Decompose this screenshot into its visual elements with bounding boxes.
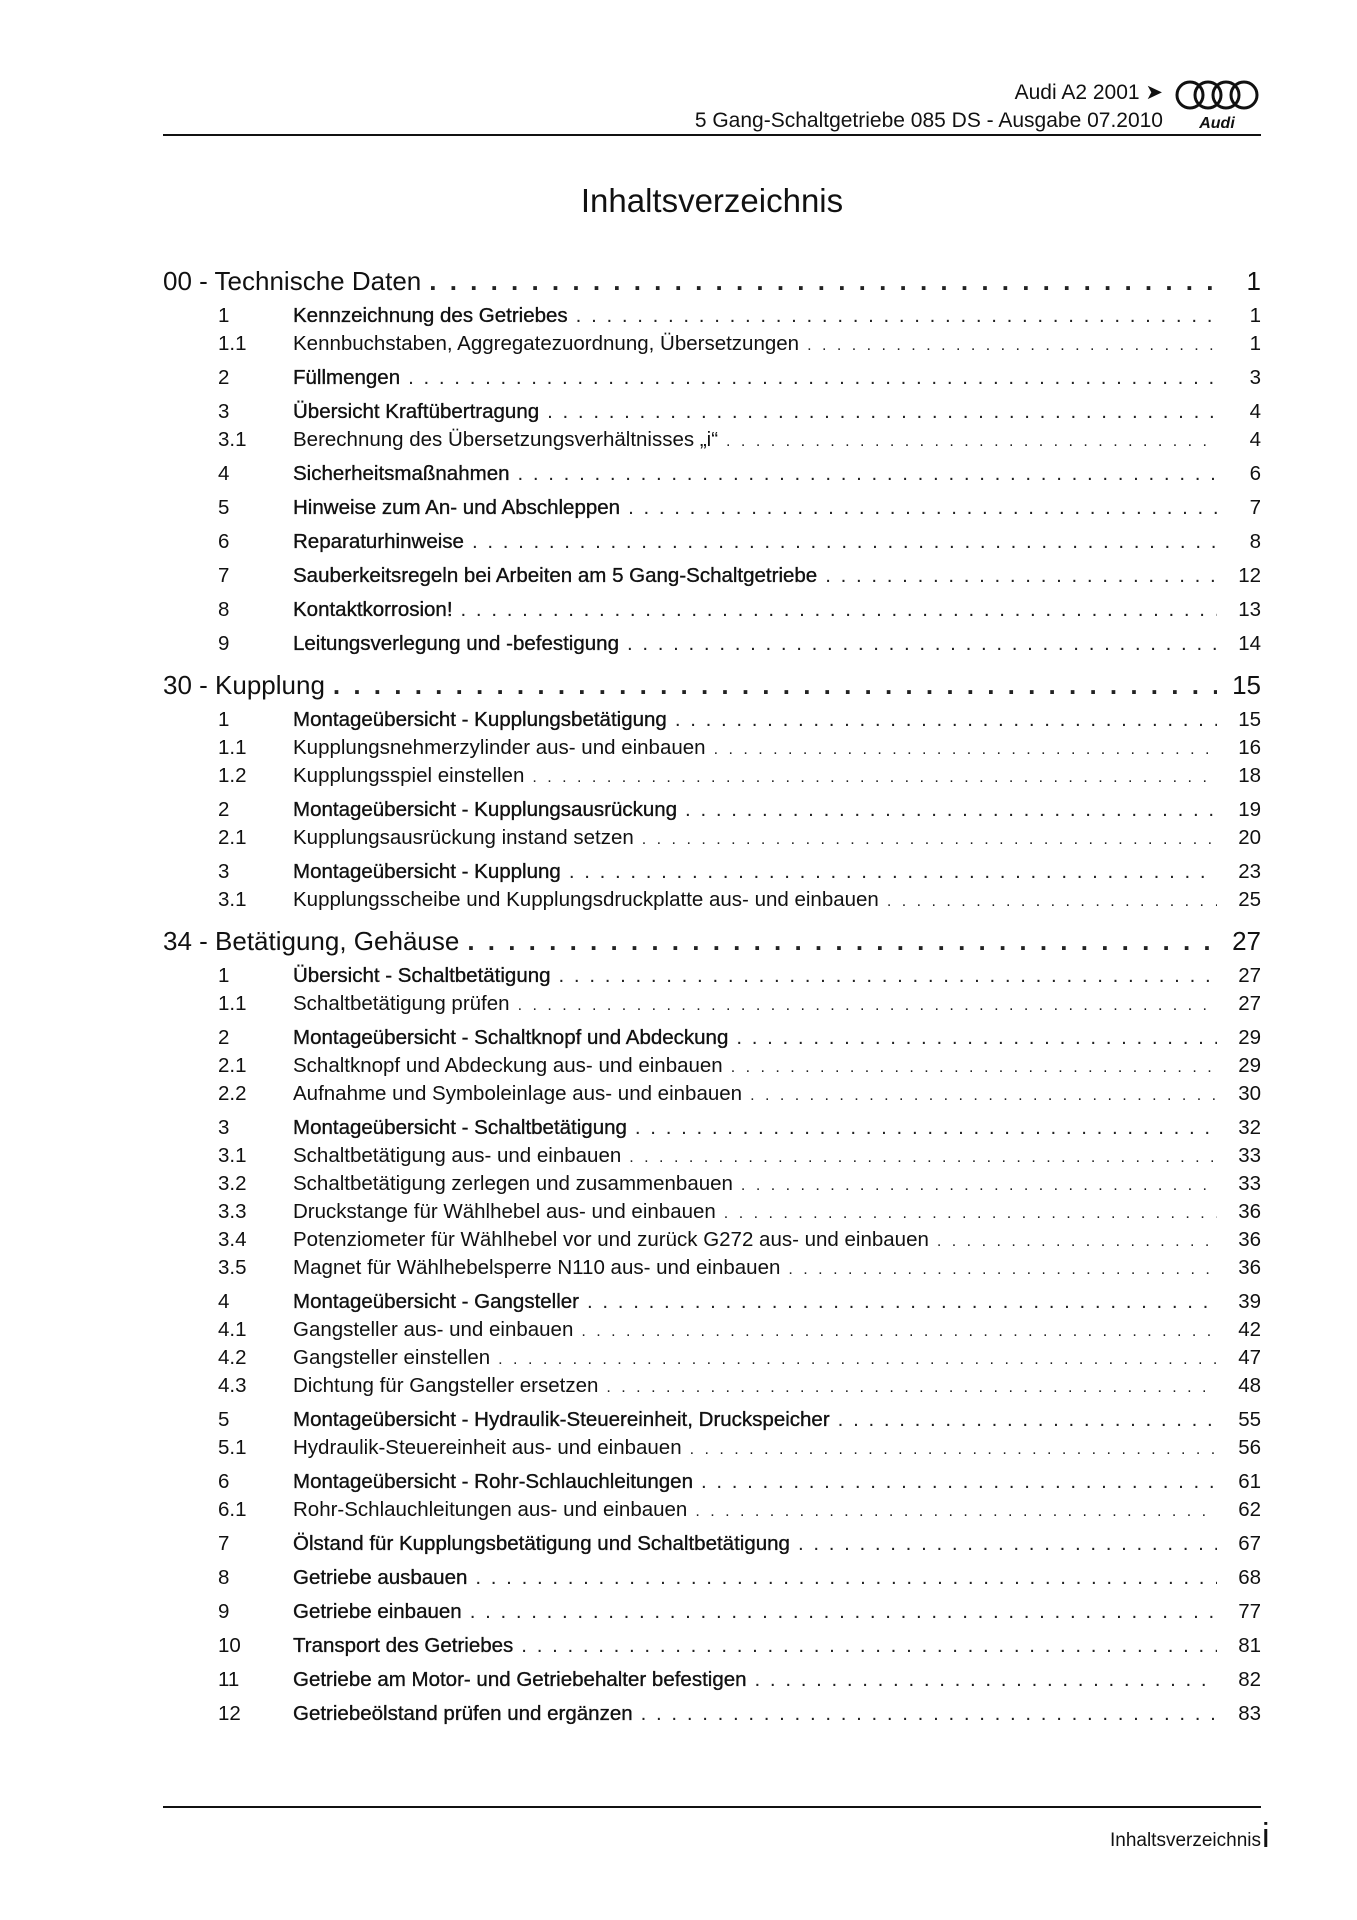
toc-entry[interactable]	[163, 1318, 1261, 1346]
toc-page-number: 30	[1238, 1082, 1261, 1105]
toc-page-number: 83	[1238, 1702, 1261, 1725]
toc-page-number: 1	[1246, 266, 1261, 296]
toc-dot-leader	[695, 1503, 1217, 1521]
toc-entry[interactable]	[163, 1228, 1261, 1256]
toc-page-number: 82	[1238, 1668, 1261, 1691]
toc-entry-label: Schaltbetätigung prüfen	[293, 992, 510, 1015]
toc-entry-number: 3.5	[218, 1256, 247, 1279]
toc-dot-leader	[825, 564, 1217, 588]
toc-entry-label: Sicherheitsmaßnahmen	[293, 462, 510, 485]
toc-entry-label: Druckstange für Wählhebel aus- und einbauen	[293, 1200, 716, 1223]
toc-entry[interactable]	[163, 1668, 1261, 1696]
toc-entry-label: 30 - Kupplung	[163, 670, 325, 700]
toc-entry[interactable]	[163, 964, 1261, 992]
toc-entry-label: Übersicht - Schaltbetätigung	[293, 964, 551, 987]
toc-entry-label: Montageübersicht - Schaltbetätigung	[293, 1116, 627, 1139]
toc-entry-label: Kennbuchstaben, Aggregatezuordnung, Übersetzungen	[293, 332, 800, 355]
toc-entry[interactable]	[163, 564, 1261, 592]
toc-entry-label: Sauberkeitsregeln bei Arbeiten am 5 Gang-Schaltgetriebe	[293, 564, 818, 587]
toc-entry-label: Füllmengen	[293, 366, 401, 389]
footer-label: Inhaltsverzeichnis	[1109, 1830, 1261, 1851]
toc-entry-number: 6	[218, 1470, 230, 1493]
toc-entry-number: 10	[218, 1634, 241, 1657]
toc-page-number: 8	[1249, 530, 1261, 553]
toc-dot-leader	[470, 1600, 1217, 1624]
toc-dot-leader	[726, 433, 1217, 451]
toc-page-number: 61	[1238, 1470, 1261, 1493]
toc-page-number: 3	[1249, 366, 1261, 389]
toc-dot-leader	[701, 1470, 1217, 1494]
toc-page-number: 56	[1238, 1436, 1261, 1459]
toc-entry[interactable]	[163, 598, 1261, 626]
toc-page-number: 14	[1238, 632, 1261, 655]
toc-dot-leader	[724, 1205, 1217, 1223]
toc-dot-leader	[475, 1566, 1217, 1590]
toc-dot-leader	[838, 1408, 1217, 1432]
toc-entry-number: 4.2	[218, 1346, 247, 1369]
toc-entry-number: 3.3	[218, 1200, 247, 1223]
toc-entry-label: Kupplungsnehmerzylinder aus- und einbauen	[293, 736, 706, 759]
toc-entry-label: Montageübersicht - Hydraulik-Steuereinheit, Druckspeicher	[293, 1408, 830, 1431]
toc-dot-leader	[788, 1261, 1217, 1279]
toc-entry-label: Gangsteller aus- und einbauen	[293, 1318, 574, 1341]
toc-entry-number: 12	[218, 1702, 241, 1725]
toc-entry-number: 3	[218, 860, 230, 883]
toc-entry-number: 3.1	[218, 888, 247, 911]
toc-page-number: 4	[1249, 428, 1261, 451]
toc-entry[interactable]	[163, 1200, 1261, 1228]
toc-dot-leader	[581, 1323, 1217, 1341]
toc-entry[interactable]	[163, 428, 1261, 456]
toc-entry-number: 2	[218, 366, 230, 389]
toc-entry-number: 2	[218, 798, 230, 821]
toc-entry-label: Kupplungsspiel einstellen	[293, 764, 525, 787]
toc-entry-label: Kontaktkorrosion!	[293, 598, 453, 621]
toc-entry-label: Dichtung für Gangsteller ersetzen	[293, 1374, 599, 1397]
toc-dot-leader	[635, 1116, 1217, 1140]
toc-entry-number: 3.2	[218, 1172, 247, 1195]
toc-entry-number: 7	[218, 1532, 230, 1555]
header-rule	[163, 134, 1261, 136]
toc-entry-number: 6.1	[218, 1498, 247, 1521]
toc-entry[interactable]	[163, 1436, 1261, 1464]
toc-page-number: 47	[1238, 1346, 1261, 1369]
toc-entry-number: 1.1	[218, 332, 247, 355]
header-gearbox-line: 5 Gang-Schaltgetriebe 085 DS - Ausgabe 07.2010	[694, 109, 1163, 132]
toc-dot-leader	[741, 1177, 1217, 1195]
toc-entry-label: Kupplungsausrückung instand setzen	[293, 826, 634, 849]
toc-dot-leader	[461, 598, 1217, 622]
toc-entry[interactable]	[163, 1346, 1261, 1374]
toc-entry-number: 4	[218, 462, 230, 485]
toc-entry-number: 4	[218, 1290, 230, 1313]
toc-page-number: 67	[1238, 1532, 1261, 1555]
toc-entry-label: Getriebe einbauen	[293, 1600, 462, 1623]
toc-entry[interactable]	[163, 1116, 1261, 1144]
toc-dot-leader	[521, 1634, 1217, 1658]
toc-entry[interactable]	[163, 366, 1261, 394]
toc-page-number: 1	[1249, 304, 1261, 327]
toc-page-number: 27	[1238, 992, 1261, 1015]
toc-chapter[interactable]	[163, 926, 1261, 962]
toc-dot-leader	[642, 831, 1217, 849]
toc-entry[interactable]	[163, 1290, 1261, 1318]
toc-entry[interactable]	[163, 1498, 1261, 1526]
toc-entry[interactable]	[163, 462, 1261, 490]
toc-page-number: 32	[1238, 1116, 1261, 1139]
toc-entry-number: 3.4	[218, 1228, 247, 1251]
toc-page-number: 68	[1238, 1566, 1261, 1589]
page-header	[163, 78, 1261, 136]
toc-entry[interactable]	[163, 992, 1261, 1020]
toc-page-number: 77	[1238, 1600, 1261, 1623]
toc-dot-leader	[408, 366, 1217, 390]
toc-entry[interactable]	[163, 826, 1261, 854]
toc-page-number: 23	[1238, 860, 1261, 883]
toc-dot-leader	[629, 1149, 1217, 1167]
toc-entry-number: 2	[218, 1026, 230, 1049]
toc-page-number: 15	[1232, 670, 1261, 700]
toc-entry-label: Kupplungsscheibe und Kupplungsdruckplatte aus- und einbauen	[293, 888, 879, 911]
toc-entry-label: Reparaturhinweise	[293, 530, 464, 553]
toc-page-number: 27	[1238, 964, 1261, 987]
toc-entry-number: 5.1	[218, 1436, 247, 1459]
toc-page-number: 39	[1238, 1290, 1261, 1313]
toc-dot-leader	[755, 1668, 1217, 1692]
header-model-line: Audi A2 2001 ➤	[1014, 81, 1163, 104]
toc-page-number: 19	[1238, 798, 1261, 821]
toc-page-number: 16	[1238, 736, 1261, 759]
toc-entry[interactable]	[163, 400, 1261, 428]
toc-entry-number: 3.1	[218, 1144, 247, 1167]
toc-page-number: 13	[1238, 598, 1261, 621]
toc-dot-leader	[472, 530, 1217, 554]
toc-entry[interactable]	[163, 888, 1261, 916]
toc-page-number: 4	[1249, 400, 1261, 423]
toc-entry-label: Hinweise zum An- und Abschleppen	[293, 496, 621, 519]
toc-entry-label: Magnet für Wählhebelsperre N110 aus- und einbauen	[293, 1256, 781, 1279]
toc-page-number: 6	[1249, 462, 1261, 485]
toc-entry-label: Leitungsverlegung und -befestigung	[293, 632, 619, 655]
toc-entry[interactable]	[163, 332, 1261, 360]
toc-dot-leader	[675, 708, 1217, 732]
toc-entry-label: Transport des Getriebes	[293, 1634, 514, 1657]
toc-entry-label: 00 - Technische Daten	[163, 266, 422, 296]
toc-entry-number: 1	[218, 304, 230, 327]
toc-entry[interactable]	[163, 1702, 1261, 1730]
toc-page-number: 29	[1238, 1054, 1261, 1077]
footer-page-number: i	[1262, 1817, 1270, 1855]
toc-page-number: 36	[1238, 1256, 1261, 1279]
toc-dot-leader	[736, 1026, 1217, 1050]
toc-entry-label: Montageübersicht - Kupplungsbetätigung	[293, 708, 667, 731]
toc-entry[interactable]	[163, 1054, 1261, 1082]
toc-entry-number: 4.3	[218, 1374, 247, 1397]
toc-entry-label: Montageübersicht - Schaltknopf und Abdeckung	[293, 1026, 729, 1049]
toc-page-number: 12	[1238, 564, 1261, 587]
toc-dot-leader	[576, 304, 1217, 328]
toc-entry[interactable]	[163, 1600, 1261, 1628]
toc-dot-leader	[807, 337, 1217, 355]
toc-page-number: 20	[1238, 826, 1261, 849]
toc-entry-label: 34 - Betätigung, Gehäuse	[163, 926, 460, 956]
toc-entry-label: Rohr-Schlauchleitungen aus- und einbauen	[293, 1498, 688, 1521]
toc-dot-leader	[587, 1290, 1217, 1314]
toc-entry[interactable]	[163, 530, 1261, 558]
toc-entry-label: Gangsteller einstellen	[293, 1346, 491, 1369]
toc-page-number: 1	[1249, 332, 1261, 355]
toc-page-number: 33	[1238, 1172, 1261, 1195]
toc-chapter[interactable]	[163, 266, 1261, 302]
toc-entry-number: 11	[218, 1668, 240, 1691]
toc-entry-label: Potenziometer für Wählhebel vor und zurück G272 aus- und einbauen	[293, 1228, 929, 1251]
toc-entry[interactable]	[163, 1256, 1261, 1284]
toc-entry-number: 3.1	[218, 428, 247, 451]
toc-dot-leader	[429, 266, 1217, 297]
toc-dot-leader	[714, 741, 1217, 759]
toc-entry[interactable]	[163, 1026, 1261, 1054]
toc-entry-number: 7	[218, 564, 230, 587]
toc-dot-leader	[518, 997, 1217, 1015]
toc-entry-number: 1.1	[218, 736, 247, 759]
toc-entry-label: Montageübersicht - Kupplungsausrückung	[293, 798, 678, 821]
toc-entry[interactable]	[163, 496, 1261, 524]
toc-page-number: 29	[1238, 1026, 1261, 1049]
audi-logo-text: Audi	[1199, 115, 1235, 132]
toc-page-number: 33	[1238, 1144, 1261, 1167]
toc-page-number: 81	[1238, 1634, 1261, 1657]
toc-entry[interactable]	[163, 1470, 1261, 1498]
toc-dot-leader	[887, 893, 1217, 911]
toc-entry-number: 1.2	[218, 764, 247, 787]
toc-page-number: 55	[1238, 1408, 1261, 1431]
toc-page-number: 15	[1238, 708, 1261, 731]
toc-entry[interactable]	[163, 1144, 1261, 1172]
toc-entry-number: 2.1	[218, 1054, 247, 1077]
toc-dot-leader	[627, 632, 1217, 656]
toc-entry-label: Schaltbetätigung zerlegen und zusammenbauen	[293, 1172, 733, 1195]
toc-dot-leader	[731, 1059, 1217, 1077]
toc-page-number: 42	[1238, 1318, 1261, 1341]
toc-entry[interactable]	[163, 736, 1261, 764]
toc-entry-label: Montageübersicht - Rohr-Schlauchleitungen	[293, 1470, 693, 1493]
toc-entry-number: 8	[218, 598, 230, 621]
toc-entry-label: Getriebeölstand prüfen und ergänzen	[293, 1702, 633, 1725]
toc-page-number: 62	[1238, 1498, 1261, 1521]
toc-entry-number: 1	[218, 708, 230, 731]
toc-page-number: 18	[1238, 764, 1261, 787]
toc-entry-number: 1.1	[218, 992, 247, 1015]
toc-entry-label: Übersicht Kraftübertragung	[293, 400, 540, 423]
toc-dot-leader	[467, 926, 1217, 957]
toc-entry-number: 1	[218, 964, 230, 987]
toc-entry-number: 5	[218, 1408, 230, 1431]
toc-dot-leader	[685, 798, 1217, 822]
toc-entry[interactable]	[163, 1634, 1261, 1662]
toc-page-number: 27	[1232, 926, 1261, 956]
toc-entry-number: 5	[218, 496, 230, 519]
toc-dot-leader	[798, 1532, 1217, 1556]
toc-entry-label: Getriebe ausbauen	[293, 1566, 468, 1589]
toc-dot-leader	[628, 496, 1217, 520]
toc-entry[interactable]	[163, 304, 1261, 332]
toc-entry-number: 4.1	[218, 1318, 247, 1341]
toc-entry[interactable]	[163, 632, 1261, 660]
toc-dot-leader	[518, 462, 1218, 486]
toc-page-number: 36	[1238, 1228, 1261, 1251]
toc-entry-number: 3	[218, 1116, 230, 1139]
toc-page-number: 48	[1238, 1374, 1261, 1397]
footer-rule	[163, 1806, 1261, 1808]
toc-entry-label: Ölstand für Kupplungsbetätigung und Schaltbetätigung	[293, 1532, 790, 1555]
toc-entry-label: Getriebe am Motor- und Getriebehalter befestigen	[293, 1668, 747, 1691]
toc-entry[interactable]	[163, 1532, 1261, 1560]
toc-entry[interactable]	[163, 1374, 1261, 1402]
toc-dot-leader	[333, 670, 1217, 701]
toc-page-number: 25	[1238, 888, 1261, 911]
toc-entry-number: 2.1	[218, 826, 247, 849]
toc-dot-leader	[559, 964, 1217, 988]
toc-entry[interactable]	[163, 764, 1261, 792]
toc-entry[interactable]	[163, 708, 1261, 736]
toc-entry-number: 2.2	[218, 1082, 247, 1105]
toc-entry-number: 9	[218, 632, 230, 655]
toc-dot-leader	[690, 1441, 1217, 1459]
toc-entry-number: 6	[218, 530, 230, 553]
toc-entry[interactable]	[163, 1172, 1261, 1200]
toc-page-number: 7	[1249, 496, 1261, 519]
toc-entry-label: Montageübersicht - Kupplung	[293, 860, 561, 883]
toc-entry-label: Kennzeichnung des Getriebes	[293, 304, 568, 327]
toc-entry[interactable]	[163, 860, 1261, 888]
toc-entry[interactable]	[163, 798, 1261, 826]
toc-entry-number: 3	[218, 400, 230, 423]
toc-dot-leader	[547, 400, 1217, 424]
toc-page-number: 36	[1238, 1200, 1261, 1223]
toc-chapter[interactable]	[163, 670, 1261, 706]
toc-entry[interactable]	[163, 1408, 1261, 1436]
table-of-contents	[163, 256, 1261, 1730]
toc-entry-label: Schaltbetätigung aus- und einbauen	[293, 1144, 622, 1167]
toc-dot-leader	[937, 1233, 1217, 1251]
toc-entry[interactable]	[163, 1082, 1261, 1110]
toc-dot-leader	[532, 769, 1217, 787]
toc-dot-leader	[569, 860, 1217, 884]
toc-entry-label: Montageübersicht - Gangsteller	[293, 1290, 580, 1313]
toc-entry-number: 9	[218, 1600, 230, 1623]
audi-logo-icon	[1173, 78, 1261, 132]
toc-dot-leader	[606, 1379, 1217, 1397]
toc-entry-label: Berechnung des Übersetzungsverhältnisses „i“	[293, 428, 719, 451]
page-title: Inhaltsverzeichnis	[580, 182, 844, 219]
toc-entry-label: Aufnahme und Symboleinlage aus- und einbauen	[293, 1082, 743, 1105]
toc-entry-number: 8	[218, 1566, 230, 1589]
toc-dot-leader	[498, 1351, 1217, 1369]
toc-dot-leader	[641, 1702, 1217, 1726]
toc-entry-label: Hydraulik-Steuereinheit aus- und einbauen	[293, 1436, 682, 1459]
toc-entry[interactable]	[163, 1566, 1261, 1594]
toc-entry-label: Schaltknopf und Abdeckung aus- und einbauen	[293, 1054, 723, 1077]
toc-dot-leader	[750, 1087, 1217, 1105]
